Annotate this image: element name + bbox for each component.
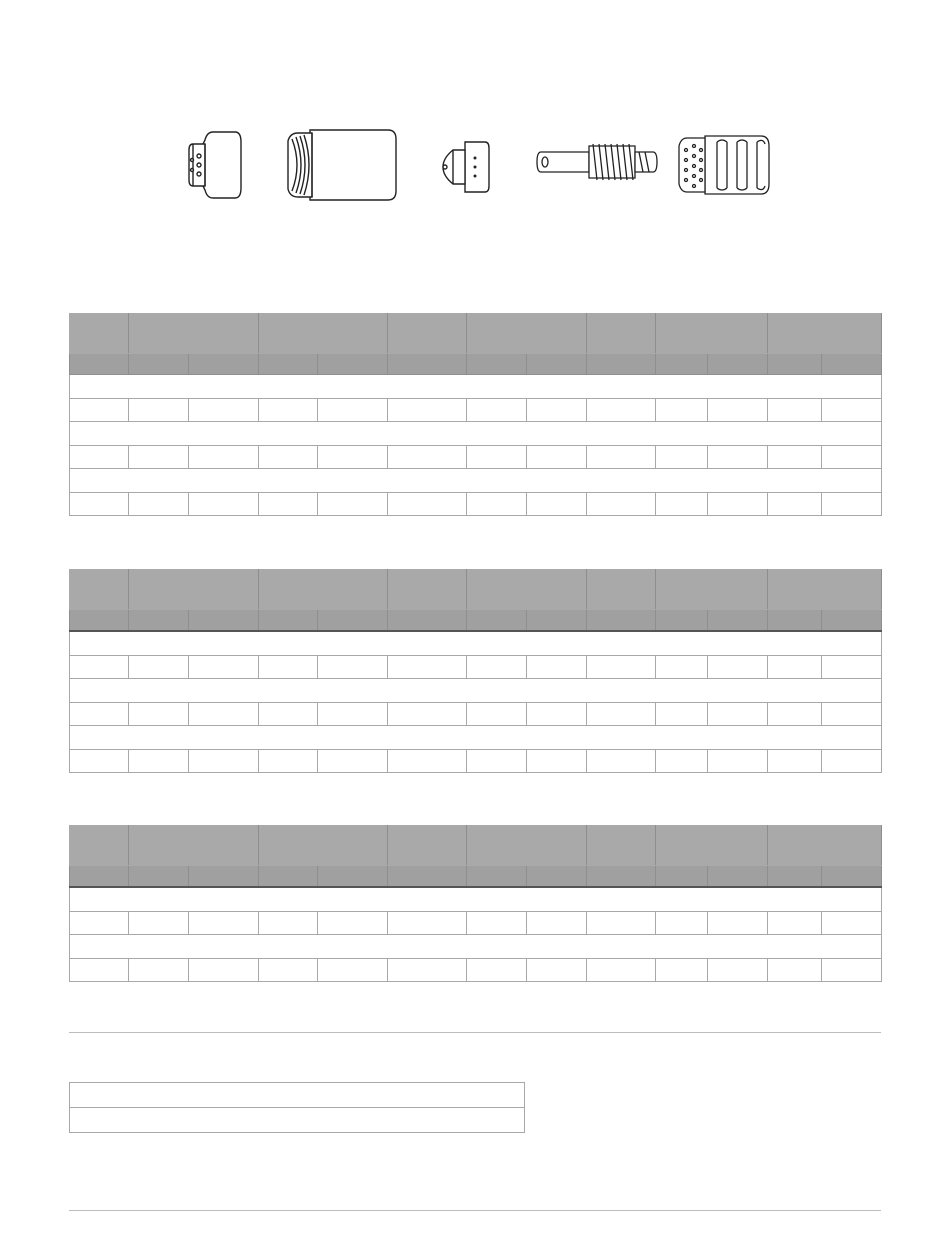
table-header-row xyxy=(70,570,882,610)
table-row xyxy=(70,959,882,982)
cut-chart-table-2 xyxy=(69,569,882,773)
nozzle-part-icon xyxy=(435,138,495,198)
table-row xyxy=(70,446,882,469)
table-subheader-row xyxy=(70,354,882,375)
cut-chart-table-3 xyxy=(69,825,882,982)
electrode-part-icon xyxy=(535,138,660,188)
table-section-row xyxy=(70,887,882,912)
table-header-row xyxy=(70,314,882,354)
notes-table xyxy=(69,1082,525,1133)
table-row xyxy=(70,912,882,935)
swirl-ring-part-icon xyxy=(675,130,775,200)
table-row xyxy=(70,703,882,726)
table-section-row xyxy=(70,631,882,656)
table-section-row xyxy=(70,726,882,750)
table-row xyxy=(70,1108,525,1133)
footer-divider xyxy=(69,1210,881,1211)
divider xyxy=(69,1032,881,1033)
table-section-row xyxy=(70,422,882,446)
shield-part-icon xyxy=(183,130,245,202)
table-subheader-row xyxy=(70,610,882,632)
table-row xyxy=(70,1083,525,1108)
table-row xyxy=(70,493,882,516)
table-subheader-row xyxy=(70,866,882,888)
consumables-illustration xyxy=(180,124,780,204)
table-section-row xyxy=(70,375,882,399)
table-header-row xyxy=(70,826,882,866)
table-section-row xyxy=(70,935,882,959)
table-row xyxy=(70,399,882,422)
cut-chart-table-1 xyxy=(69,313,882,516)
table-section-row xyxy=(70,679,882,703)
table-row xyxy=(70,656,882,679)
table-row xyxy=(70,750,882,773)
retaining-cap-part-icon xyxy=(280,127,400,205)
table-section-row xyxy=(70,469,882,493)
